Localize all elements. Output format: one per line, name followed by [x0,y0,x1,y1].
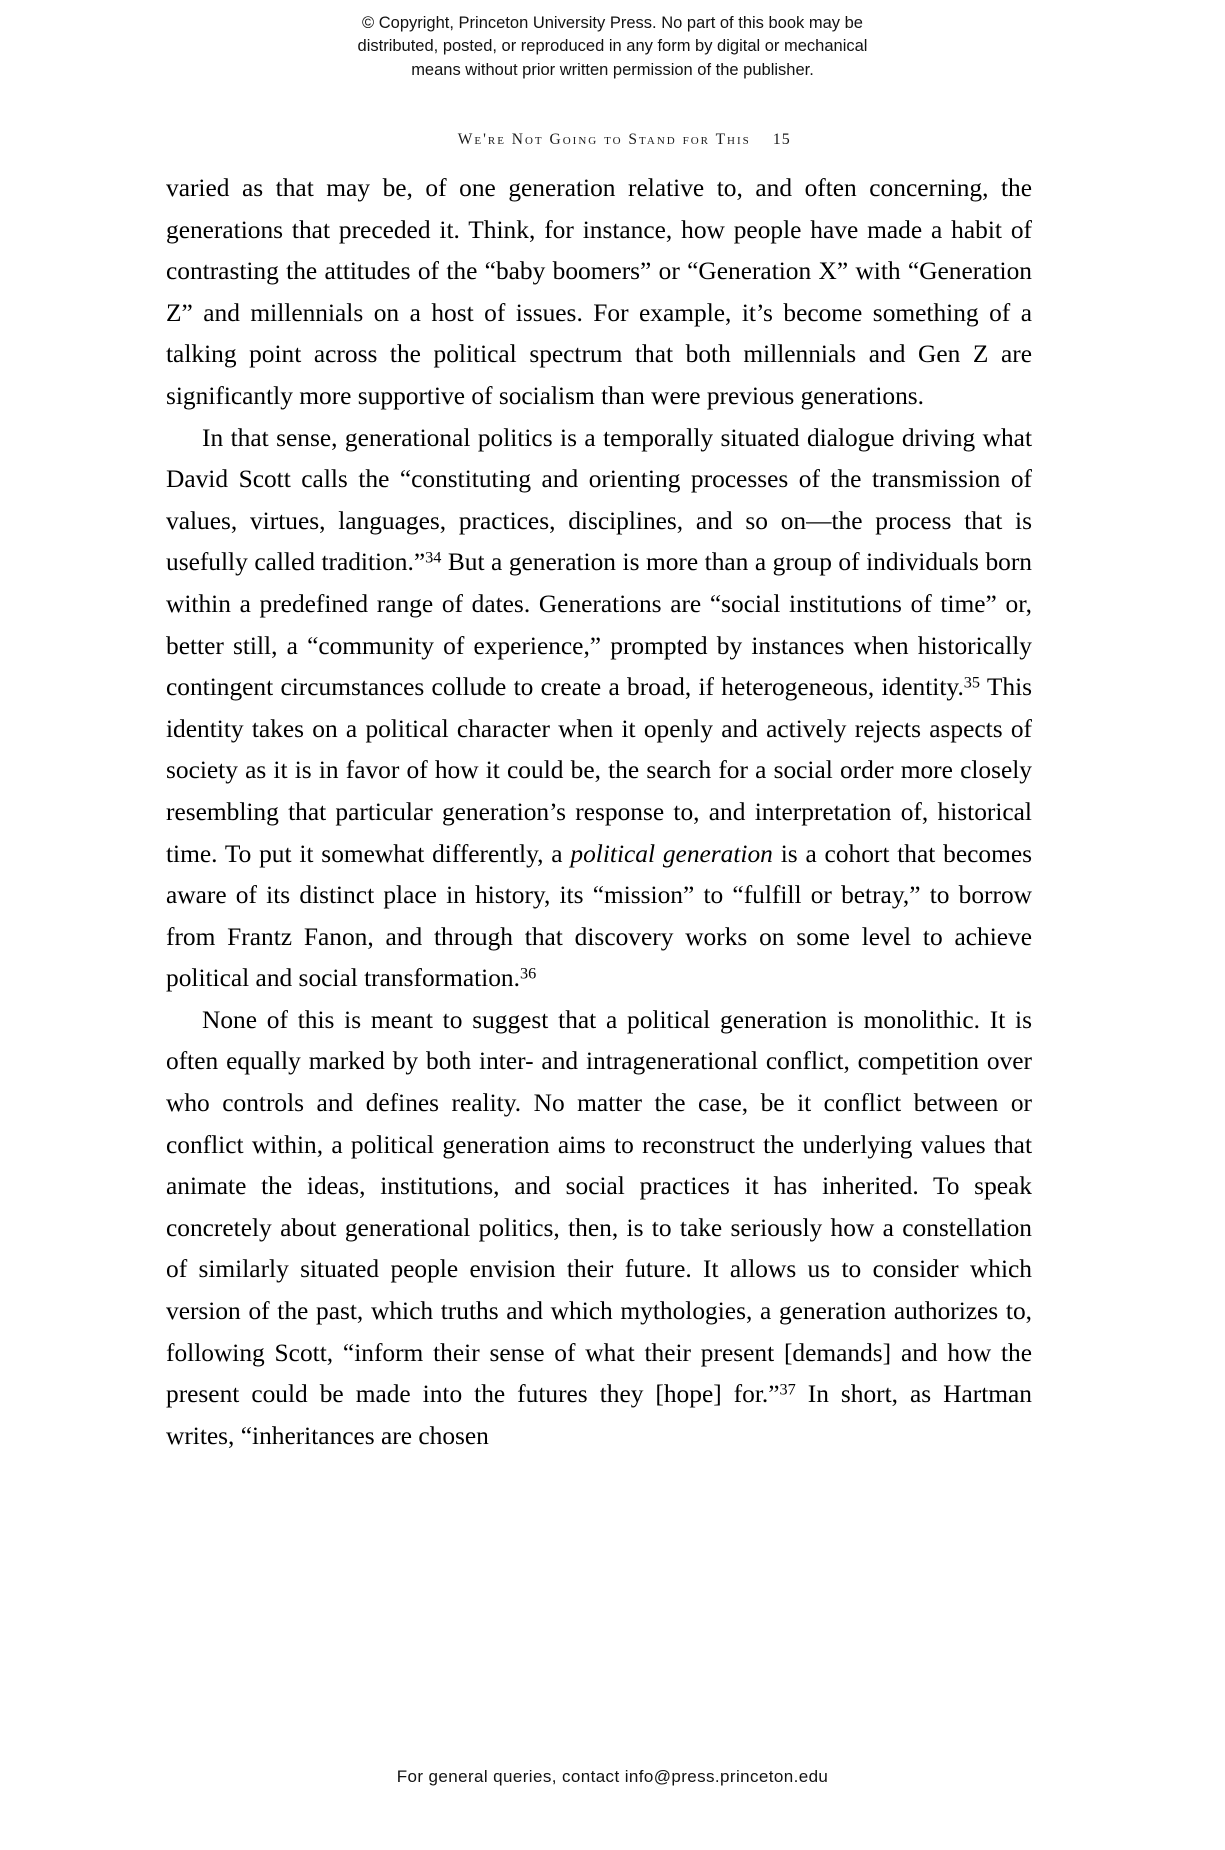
paragraph-2: In that sense, generational politics is a temporally situated dialogue driving what David Scott calls the “constituting and orienting processes of the transmission of values, virtues, languages, practices, disciplines, and so on—the process that is usefully called tradition.”$^{34}$ But a generation is more than a group of individuals born within a predefined range of dates. Generations are “social institutions of time” or, better still, a “community of experience,” prompted by instances when historically contingent circumstances collude to create a broad, if heterogeneous, identity.$^{35}$ This identity takes on a political character when it openly and actively rejects aspects of society as it is in favor of how it could be, the search for a social order more closely resembling that particular generation’s response to, and interpretation of, historical time. To put it somewhat differently, a political generation is a cohort that becomes aware of its distinct place in history, its “mission” to “fulfill or betray,” to borrow from Frantz Fanon, and through that discovery works on some level to achieve political and social transformation.$^{36}$ [166,423,1033,993]
copyright-line-2: distributed, posted, or reproduced in any form by digital or mechanical [357,37,868,56]
running-head-title: We're Not Going to Stand for This [457,131,751,148]
copyright-line-1: © Copyright, Princeton University Press. No part of this book may be [362,14,863,32]
body-text [166,168,1032,1457]
page-number: 15 [772,131,791,148]
running-head [0,113,1225,167]
copyright-notice [0,12,1225,82]
paragraph-1: varied as that may be, of one generation relative to, and often concerning, the generations that preceded it. Think, for instance, how people have made a habit of contrasting the attitudes of the “baby boomers” or “Generation X” with “Generation Z” and millennials on a host of issues. For example, it’s become something of a talking point across the political spectrum that both millennials and Gen Z are significantly more supportive of socialism than were previous generations. [166,174,1032,410]
paragraph-3: None of this is meant to suggest that a political generation is monolithic. It is often equally marked by both inter- and intragenerational conflict, competition over who controls and defines reality. No matter the case, be it conflict between or conflict within, a political generation aims to reconstruct the underlying values that animate the ideas, institutions, and social practices it has inherited. To speak concretely about generational politics, then, is to take seriously how a constellation of similarly situated people envision their future. It allows us to consider which version of the past, which truths and which mythologies, a generation authorizes to, following Scott, “inform their sense of what their present [demands] and how the present could be made into the futures they [hope] for.”$^{37}$ In short, as Hartman writes, “inheritances are chosen [166,1005,1033,1450]
footer-queries-line: For general queries, contact info@press.princeton.edu [396,1767,829,1786]
copyright-line-3: means without prior written permission of the publisher. [411,60,814,79]
